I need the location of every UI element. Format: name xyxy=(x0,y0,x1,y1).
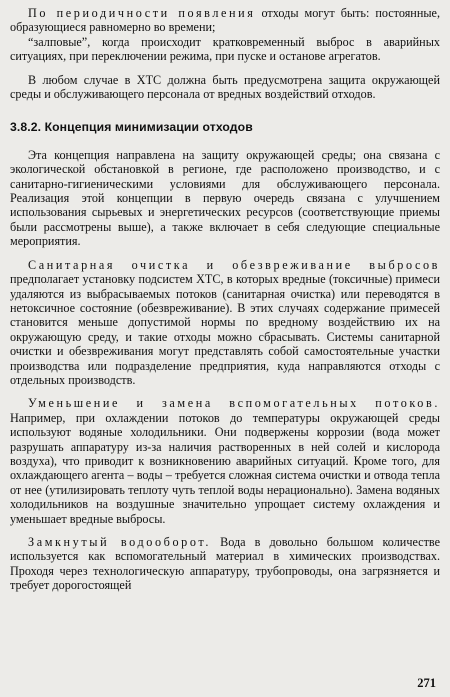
paragraph-closed-water-cycle xyxy=(10,535,440,593)
paragraph-text: Вода в довольно большом количестве используется как вспомогательный материал в химических производствах. Проходя через технологическую аппаратуру, трубопроводы, она загрязняется и требует дорогостоящей xyxy=(10,535,440,593)
paragraph-text: Например, при охлаждении потоков до температуры окружающей среды используют водяные холодильники. Они подвержены коррозии (вода может разрушать аппаратуру из-за наличия растворенных в ней солей и кислорода воздуха), что приводит к возникновению аварийных ситуаций. Кроме того, для охлаждающего агента – воды – требуется сложная система очистки и отвода тепла от нее (утилизировать теплоту чуть теплой воды нерационально). Замена водяных холодильников на воздушные значительно упрощает систему охлаждения и уменьшает вредные выбросы. xyxy=(10,410,440,526)
spaced-lead-auxiliary: Уменьшение и замена вспомогательных потоков. xyxy=(28,396,440,411)
paragraph-periodicity xyxy=(10,6,440,35)
paragraph-text: отходы могут быть: постоянные, образующиеся равномерно во времени; xyxy=(10,6,440,35)
paragraph-text: Эта концепция направлена на защиту окружающей среды; она связана с экологической обстановкой в регионе, где расположено производство, и с санитарно-гигиеническими условиями для обслуживающего персонала. Реализация этой концепции в первую очередь связана с улучшением использования сырьевых и энергетических ресурсов (соответствующие приемы были рассмотрены выше), а также включает в себя следующие специальные мероприятия. xyxy=(10,147,440,249)
paragraph-bursts xyxy=(10,35,440,64)
spaced-lead-periodicity: По периодичности появления xyxy=(28,6,256,20)
paragraph-auxiliary-flows xyxy=(10,396,440,526)
spaced-lead-sanitary: Санитарная очистка и обезвреживание выбросов xyxy=(28,257,440,272)
spaced-lead-water-cycle: Замкнутый водооборот. xyxy=(28,535,212,549)
paragraph-sanitary-cleaning xyxy=(10,258,440,388)
paragraph-text: В любом случае в ХТС должна быть предусмотрена защита окружающей среды и обслуживающего персонала от вредных воздействий отходов. xyxy=(10,72,440,102)
paragraph-concept xyxy=(10,148,440,249)
paragraph-text: “залповые”, когда происходит кратковременный выброс в аварийных ситуациях, при переключении режима, при пуске и останове агрегатов. xyxy=(10,34,440,64)
section-heading: 3.8.2. Концепция минимизации отходов xyxy=(10,120,253,135)
paragraph-protection xyxy=(10,73,440,102)
paragraph-text: предполагает установку подсистем ХТС, в которых вредные (токсичные) примеси удаляются из выбрасываемых потоков (санитарная очистка) или переводятся в нетоксичное состояние (обезвреживание). В этих случаях содержание примесей становится меньше допустимой нормы по вредному воздействию их на окружающую среду, и такие отходы можно сбрасывать. Системы санитарной очистки и обезвреживания могут представлять собой самостоятельные участки производства или подразделение предприятия, куда направляются отходы с отдельных производств. xyxy=(10,272,440,387)
page-number: 271 xyxy=(417,676,436,690)
